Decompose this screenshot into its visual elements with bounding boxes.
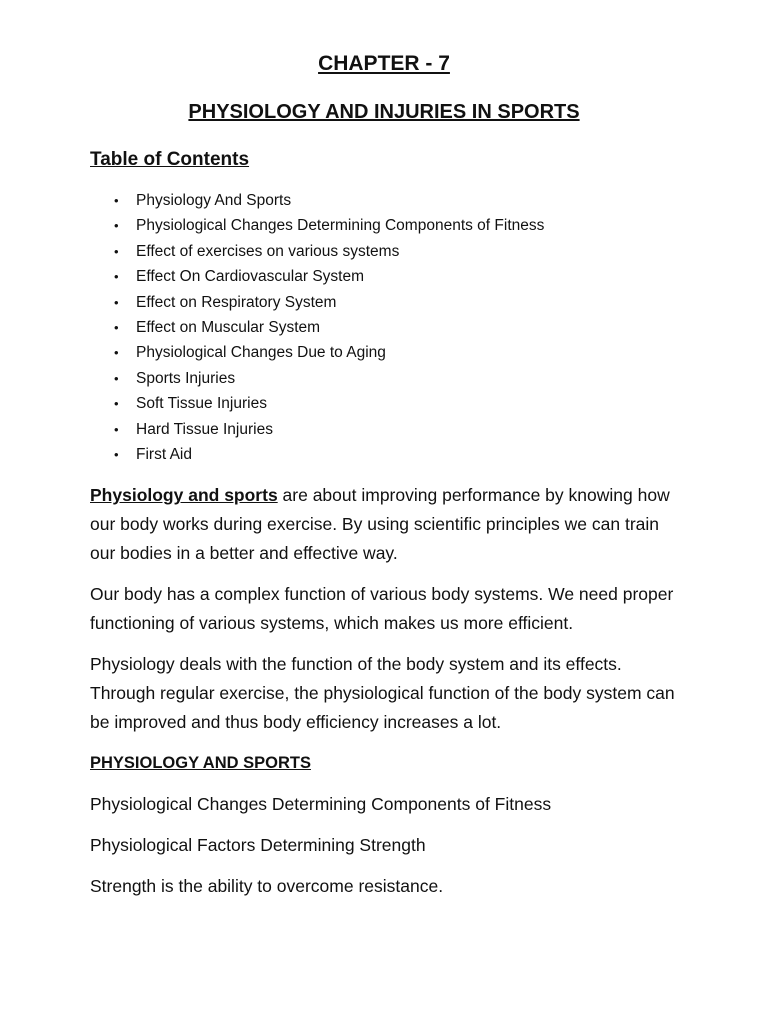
bullet-icon: • <box>114 345 119 361</box>
toc-item-label: First Aid <box>136 446 192 464</box>
toc-item <box>114 442 678 467</box>
bullet-icon: • <box>114 320 119 336</box>
toc-item-label: Effect On Cardiovascular System <box>136 268 364 286</box>
toc-item <box>114 290 678 315</box>
toc-item-label: Physiological Changes Due to Aging <box>136 344 386 362</box>
toc-item-label: Effect on Muscular System <box>136 319 321 337</box>
bullet-icon: • <box>114 243 119 259</box>
strength-definition-line: Strength is the ability to overcome resistance. <box>90 876 444 897</box>
bullet-icon: • <box>114 370 119 386</box>
toc-item <box>114 340 678 365</box>
bullet-icon: • <box>114 294 119 310</box>
toc-item <box>114 264 678 289</box>
toc-item-label: Physiological Changes Determining Components of Fitness <box>136 217 545 235</box>
page-title: PHYSIOLOGY AND INJURIES IN SPORTS <box>188 101 580 123</box>
bullet-icon: • <box>114 396 119 412</box>
bullet-icon: • <box>114 193 119 208</box>
intro-lead-term: Physiology and sports <box>90 485 278 506</box>
toc-heading: Table of Contents <box>90 149 250 170</box>
section-heading: PHYSIOLOGY AND SPORTS <box>90 754 311 773</box>
body-systems-paragraph: Our body has a complex function of various body systems. We need proper functioning of various systems, which makes us more efficient. <box>90 584 674 634</box>
chapter-number: CHAPTER - 7 <box>318 52 450 75</box>
strength-factors-line: Physiological Factors Determining Strength <box>90 835 426 856</box>
toc-item <box>114 366 678 391</box>
toc-item-label: Hard Tissue Injuries <box>136 420 273 438</box>
toc-item <box>114 391 678 416</box>
intro-paragraph <box>90 481 678 568</box>
toc-item <box>114 315 678 340</box>
toc-item <box>114 188 678 213</box>
toc-item <box>114 239 678 264</box>
intro-paragraph-text: are about improving performance by knowing how our body works during exercise. By using scientific principles we can train our bodies in a better and effective way. <box>90 485 670 564</box>
toc-item-label: Sports Injuries <box>136 369 236 387</box>
physiology-paragraph: Physiology deals with the function of the body system and its effects. Through regular exercise, the physiological function of the body system can be improved and thus body efficiency increases a lot. <box>90 654 675 733</box>
toc-item-label: Physiology And Sports <box>136 192 292 209</box>
toc-item-label: Soft Tissue Injuries <box>136 395 267 413</box>
bullet-icon: • <box>114 421 119 437</box>
toc-list <box>90 188 678 467</box>
toc-item-label: Effect on Respiratory System <box>136 293 337 311</box>
toc-item <box>114 213 678 238</box>
bullet-icon: • <box>114 447 119 463</box>
toc-item <box>114 417 678 442</box>
toc-item-label: Effect of exercises on various systems <box>136 242 400 260</box>
fitness-components-line: Physiological Changes Determining Components of Fitness <box>90 794 552 815</box>
bullet-icon: • <box>114 218 119 234</box>
bullet-icon: • <box>114 269 119 285</box>
